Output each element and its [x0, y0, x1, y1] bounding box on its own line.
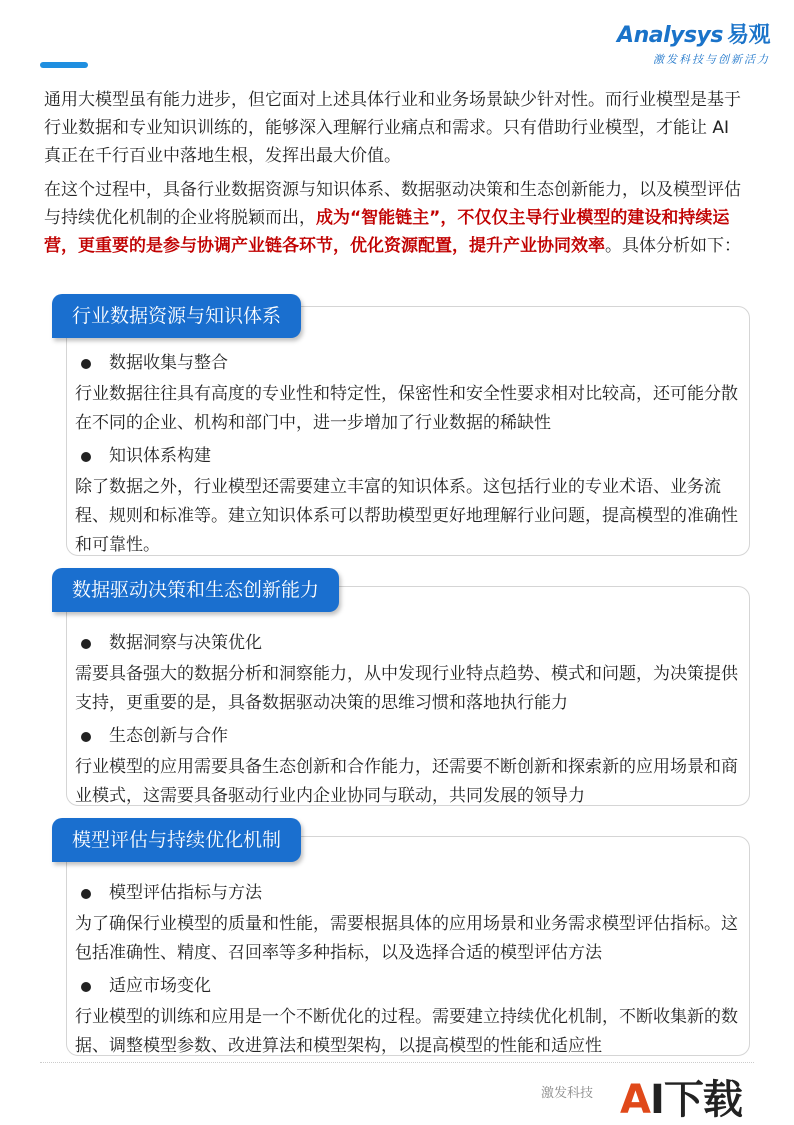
bullet-dot-icon [81, 359, 91, 369]
bullet-heading [81, 629, 739, 658]
bullet-dot-icon [81, 639, 91, 649]
section-title-3: 模型评估与持续优化机制 [52, 818, 301, 862]
header-accent-bar [40, 62, 88, 68]
logo-tagline: 激发科技与创新活力 [653, 53, 770, 66]
bullet-paragraph: 需要具备强大的数据分析和洞察能力，从中发现行业特点趋势、模式和问题，为决策提供支持，更重要的是，具备数据驱动决策的思维习惯和落地执行能力 [75, 664, 738, 713]
bullet-heading [81, 972, 739, 1001]
watermark-logo [620, 1068, 742, 1125]
section-body [67, 837, 749, 1073]
bullet-heading [81, 879, 739, 908]
intro-p2-post: 。具体分析如下： [605, 236, 741, 256]
bullet-heading-text: 模型评估指标与方法 [109, 883, 262, 903]
intro-p2-highlight: 成为“智能链主”，不仅仅主导行业模型的建设和持续运营，更重要的是参与协调产业链各环节，优化资源配置，提升产业协同效率 [44, 208, 730, 256]
intro-paragraph-2 [44, 176, 744, 260]
bullet-dot-icon [81, 732, 91, 742]
bullet-heading-text: 数据收集与整合 [109, 353, 228, 373]
bullet-paragraph: 为了确保行业模型的质量和性能，需要根据具体的应用场景和业务需求模型评估指标。这包括准确性、精度、召回率等多种指标，以及选择合适的模型评估方法 [75, 914, 738, 963]
intro-text [44, 86, 744, 266]
logo [617, 18, 770, 67]
section-data-knowledge [66, 306, 750, 556]
bullet-dot-icon [81, 452, 91, 462]
logo-brand [617, 18, 770, 49]
bullet-heading [81, 349, 739, 378]
watermark-rest: I下载 [649, 1077, 742, 1123]
footer-divider [40, 1062, 754, 1063]
bullet-paragraph: 行业数据往往具有高度的专业性和特定性，保密性和安全性要求相对比较高，还可能分散在不同的企业、机构和部门中，进一步增加了行业数据的稀缺性 [75, 384, 738, 433]
bullet-heading-text: 知识体系构建 [109, 446, 211, 466]
bullet-heading-text: 数据洞察与决策优化 [109, 633, 262, 653]
section-body [67, 307, 749, 572]
bullet-paragraph: 行业模型的应用需要具备生态创新和合作能力，还需要不断创新和探索新的应用场景和商业模式，这需要具备驱动行业内企业协同与联动，共同发展的领导力 [75, 757, 738, 806]
section-title-2: 数据驱动决策和生态创新能力 [52, 568, 339, 612]
logo-cn: 易观 [726, 23, 770, 48]
bullet-heading [81, 722, 739, 751]
bullet-dot-icon [81, 889, 91, 899]
section-model-evaluation [66, 836, 750, 1056]
section-title-1: 行业数据资源与知识体系 [52, 294, 301, 338]
bullet-heading-text: 适应市场变化 [109, 976, 211, 996]
bullet-paragraph: 行业模型的训练和应用是一个不断优化的过程。需要建立持续优化机制，不断收集新的数据、调整模型参数、改进算法和模型架构，以提高模型的性能和适应性 [75, 1007, 738, 1056]
bullet-heading [81, 442, 739, 471]
intro-paragraph-1: 通用大模型虽有能力进步，但它面对上述具体行业和业务场景缺少针对性。而行业模型是基于行业数据和专业知识训练的，能够深入理解行业痛点和需求。只有借助行业模型，才能让 AI 真正在千行百业中落地生根，发挥出最大价值。 [44, 90, 741, 166]
section-body [67, 587, 749, 823]
watermark-a: A [620, 1077, 650, 1123]
logo-prefix: A [617, 23, 634, 48]
intro-p2-pre: 在这个过程中，具备行业数据资源与知识体系、数据驱动决策和生态创新能力，以及模型评估与持续优化机制的企业将脱颖而出， [44, 180, 741, 228]
bullet-paragraph: 除了数据之外，行业模型还需要建立丰富的知识体系。这包括行业的专业术语、业务流程、规则和标准等。建立知识体系可以帮助模型更好地理解行业问题，提高模型的准确性和可靠性。 [75, 477, 738, 555]
logo-name: nalysys [633, 23, 723, 48]
bullet-dot-icon [81, 982, 91, 992]
bullet-heading-text: 生态创新与合作 [109, 726, 228, 746]
section-decision-ecosystem [66, 586, 750, 806]
footer-text: 激发科技 [541, 1086, 594, 1101]
